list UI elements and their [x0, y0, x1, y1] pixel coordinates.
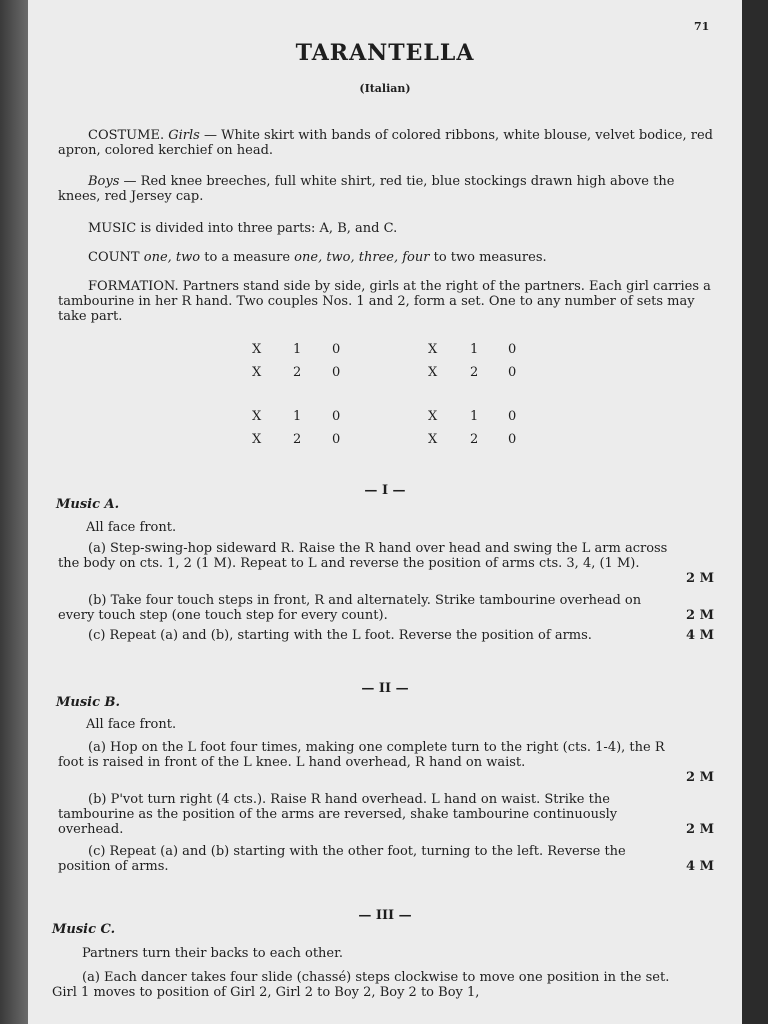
step-paragraph	[58, 593, 714, 623]
step-paragraph	[58, 844, 714, 874]
measure-count: 2 M	[686, 608, 714, 623]
grid-cell: X	[252, 432, 262, 447]
page-subtitle: (Italian)	[359, 82, 411, 95]
boys-label: Boys	[88, 174, 120, 189]
grid-cell: 0	[332, 432, 341, 447]
page-title: TARANTELLA	[295, 40, 475, 66]
grid-cell: 2	[293, 365, 302, 380]
measure-count: 2 M	[686, 822, 714, 837]
step-paragraph	[52, 970, 698, 1000]
grid-cell: 0	[332, 365, 341, 380]
grid-cell: X	[428, 365, 438, 380]
section-intro: All face front.	[86, 520, 177, 535]
girls-label: Girls	[168, 128, 200, 143]
girls-text: — White skirt with bands of colored ribbons, white blouse, velvet bodice, red apron, colored kerchief on head.	[58, 128, 713, 158]
grid-cell: X	[252, 365, 262, 380]
measure-count: 2 M	[686, 571, 714, 586]
music-label: Music B.	[56, 695, 121, 710]
grid-cell: 1	[293, 409, 302, 424]
section-heading: — II —	[361, 681, 409, 696]
grid-cell: 0	[508, 432, 517, 447]
grid-cell: X	[252, 342, 262, 357]
section-intro: Partners turn their backs to each other.	[82, 946, 344, 961]
measure-count: 4 M	[686, 628, 714, 643]
grid-cell: X	[252, 409, 262, 424]
grid-cell: 2	[470, 432, 479, 447]
grid-cell: X	[428, 432, 438, 447]
grid-cell: 0	[508, 409, 517, 424]
step-text: (a) Step-swing-hop sideward R. Raise the R hand over head and swing the L arm across the body on cts. 1, 2 (1 M). Repeat to L and reverse the position of arms cts. 3, 4, (1 M).	[58, 541, 668, 571]
music-label: Music A.	[56, 497, 120, 512]
step-text: (a) Each dancer takes four slide (chassé) steps clockwise to move one position in the set. Girl 1 moves to position of Girl 2, Girl 2 to Boy 2, Boy 2 to Boy 1,	[52, 970, 670, 1000]
grid-cell: 2	[293, 432, 302, 447]
section-heading: — I —	[364, 483, 406, 498]
grid-cell: 1	[470, 409, 479, 424]
step-paragraph	[58, 740, 714, 785]
grid-cell: X	[428, 409, 438, 424]
step-text: (b) P'vot turn right (4 cts.). Raise R hand overhead. L hand on waist. Strike the tambourine as the position of the arms are reversed, shake tambourine continuously overhead.	[58, 792, 618, 837]
step-paragraph	[58, 628, 714, 643]
grid-cell: 2	[470, 365, 479, 380]
music-parts-paragraph: MUSIC is divided into three parts: A, B, and C.	[88, 221, 398, 236]
step-paragraph	[58, 792, 714, 837]
count-mid: to a measure	[204, 250, 291, 265]
count-label: COUNT	[88, 250, 140, 265]
step-paragraph	[58, 541, 714, 586]
page-binding-edge	[0, 0, 28, 1024]
grid-cell: 0	[508, 342, 517, 357]
grid-cell: 0	[332, 342, 341, 357]
step-text: (a) Hop on the L foot four times, making one complete turn to the right (cts. 1-4), the R foot is raised in front of the L knee. L hand overhead, R hand on waist.	[58, 740, 665, 770]
step-text: (c) Repeat (a) and (b), starting with the L foot. Reverse the position of arms.	[88, 628, 592, 643]
count-end: to two measures.	[433, 250, 547, 265]
measure-count: 4 M	[686, 859, 714, 874]
section-intro: All face front.	[86, 717, 177, 732]
measure-count: 2 M	[686, 770, 714, 785]
costume-label: COSTUME.	[88, 128, 165, 143]
grid-cell: 1	[470, 342, 479, 357]
formation-paragraph: FORMATION. Partners stand side by side, girls at the right of the partners. Each girl carries a tambourine in her R hand. Two couples Nos. 1 and 2, form a set. One to any number of sets may take part.	[58, 279, 711, 324]
section-heading: — III —	[358, 908, 412, 923]
grid-cell: 0	[332, 409, 341, 424]
count-italic-a: one, two	[143, 250, 201, 265]
step-text: (c) Repeat (a) and (b) starting with the other foot, turning to the left. Reverse the position of arms.	[58, 844, 626, 874]
step-text: (b) Take four touch steps in front, R and alternately. Strike tambourine overhead on every touch step (one touch step for every count).	[58, 593, 642, 623]
boys-text: — Red knee breeches, full white shirt, red tie, blue stockings drawn high above the knees, red Jersey cap.	[58, 174, 675, 204]
grid-cell: 1	[293, 342, 302, 357]
page-number: 71	[694, 20, 710, 33]
grid-cell: 0	[508, 365, 517, 380]
count-italic-b: one, two, three, four	[294, 250, 430, 265]
grid-cell: X	[428, 342, 438, 357]
book-page	[28, 0, 742, 1024]
music-label: Music C.	[52, 922, 116, 937]
